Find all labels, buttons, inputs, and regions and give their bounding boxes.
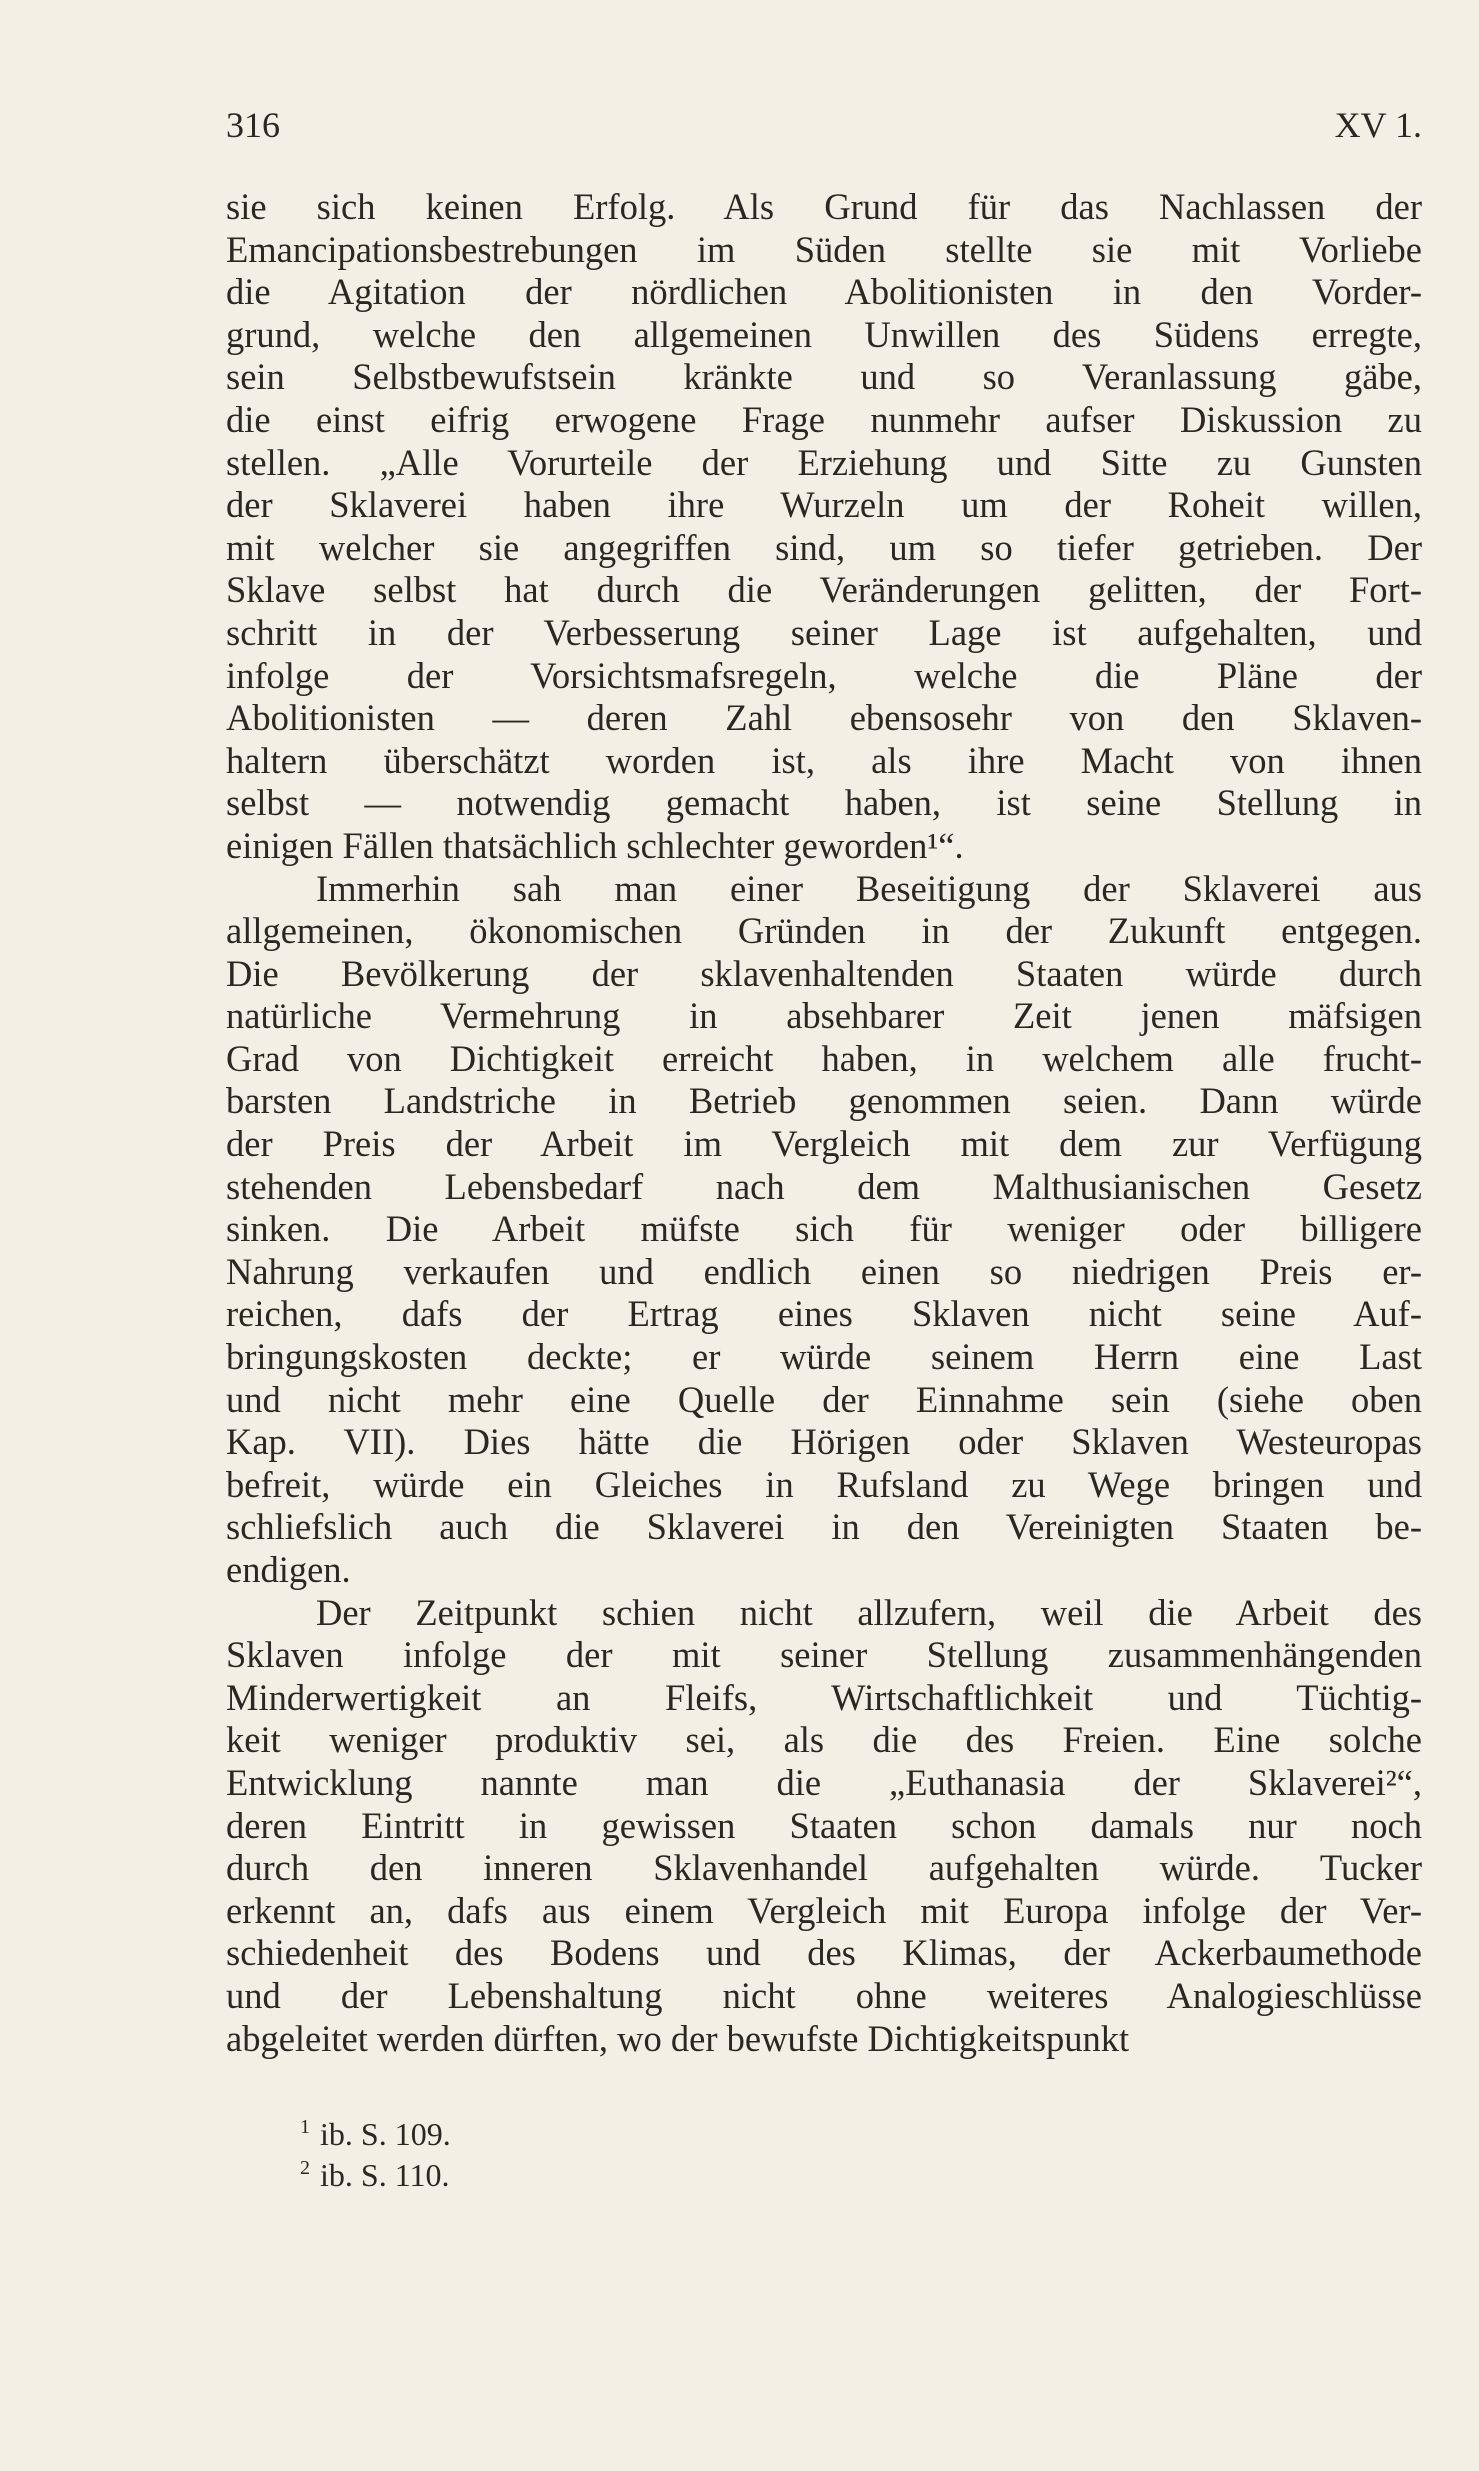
text-line: natürliche Vermehrung in absehbarer Zeit jenen mäfsigen <box>226 995 1422 1037</box>
text-line: infolge der Vorsichtsmafsregeln, welche die Pläne der <box>226 654 1422 696</box>
footnote-mark: 2 <box>300 2157 310 2179</box>
text-line: stellen. „Alle Vorurteile der Erziehung und Sitte zu Gunsten <box>226 441 1422 483</box>
text-line: deren Eintritt in gewissen Staaten schon damals nur noch <box>226 1804 1422 1846</box>
text-line: der Preis der Arbeit im Vergleich mit dem zur Verfügung <box>226 1123 1422 1165</box>
text-line: keit weniger produktiv sei, als die des Freien. Eine solche <box>226 1719 1422 1761</box>
page-header <box>226 104 1422 156</box>
text-line: Der Zeitpunkt schien nicht allzufern, weil die Arbeit des <box>316 1591 1422 1633</box>
footnote <box>300 2110 1100 2151</box>
text-line: befreit, würde ein Gleiches in Rufsland zu Wege bringen und <box>226 1463 1422 1505</box>
footnote-text: ib. S. 109. <box>320 2116 451 2152</box>
text-line: sein Selbstbewufstsein kränkte und so Veranlassung gäbe, <box>226 356 1422 398</box>
text-line: reichen, dafs der Ertrag eines Sklaven nicht seine Auf- <box>226 1293 1422 1335</box>
text-line: und der Lebenshaltung nicht ohne weiteres Analogieschlüsse <box>226 1974 1422 2016</box>
paragraph <box>226 186 1422 868</box>
text-line: selbst — notwendig gemacht haben, ist seine Stellung in <box>226 782 1422 824</box>
text-line: Nahrung verkaufen und endlich einen so niedrigen Preis er- <box>226 1250 1422 1292</box>
text-line: Entwicklung nannte man die „Euthanasia der Sklaverei²“, <box>226 1761 1422 1803</box>
text-line: durch den inneren Sklavenhandel aufgehalten würde. Tucker <box>226 1847 1422 1889</box>
paragraph <box>226 868 1422 1592</box>
text-line: mit welcher sie angegriffen sind, um so tiefer getrieben. Der <box>226 526 1422 568</box>
text-line: die einst eifrig erwogene Frage nunmehr aufser Diskussion zu <box>226 398 1422 440</box>
text-line: sie sich keinen Erfolg. Als Grund für das Nachlassen der <box>226 186 1422 227</box>
text-line: haltern überschätzt worden ist, als ihre Macht von ihnen <box>226 739 1422 781</box>
text-line: endigen. <box>226 1549 351 1590</box>
text-line: Immerhin sah man einer Beseitigung der Sklaverei aus <box>316 867 1422 909</box>
text-line: der Sklaverei haben ihre Wurzeln um der Roheit willen, <box>226 484 1422 526</box>
text-line: Kap. VII). Dies hätte die Hörigen oder Sklaven Westeuropas <box>226 1421 1422 1463</box>
footnote-text: ib. S. 110. <box>320 2157 450 2193</box>
text-line: einigen Fällen thatsächlich schlechter geworden¹“. <box>226 824 964 866</box>
footnote-mark: 1 <box>300 2116 310 2138</box>
text-line: erkennt an, dafs aus einem Vergleich mit Europa infolge der Ver- <box>226 1889 1422 1931</box>
text-line: schiedenheit des Bodens und des Klimas, der Ackerbaumethode <box>226 1932 1422 1974</box>
text-line: und nicht mehr eine Quelle der Einnahme sein (siehe oben <box>226 1378 1422 1420</box>
paragraph <box>226 1592 1422 2061</box>
text-line: grund, welche den allgemeinen Unwillen des Südens erregte, <box>226 313 1422 355</box>
footnote <box>300 2151 1100 2192</box>
text-line: Abolitionisten — deren Zahl ebensosehr von den Sklaven- <box>226 697 1422 739</box>
text-line: Emancipationsbestrebungen im Süden stellte sie mit Vorliebe <box>226 228 1422 270</box>
text-line: schritt in der Verbesserung seiner Lage ist aufgehalten, und <box>226 611 1422 653</box>
page-number: 316 <box>226 105 280 145</box>
text-line: barsten Landstriche in Betrieb genommen seien. Dann würde <box>226 1080 1422 1122</box>
text-line: schliefslich auch die Sklaverei in den Vereinigten Staaten be- <box>226 1506 1422 1548</box>
text-line: abgeleitet werden dürften, wo der bewufste Dichtigkeitspunkt <box>226 2017 1130 2059</box>
text-line: Grad von Dichtigkeit erreicht haben, in welchem alle frucht- <box>226 1037 1422 1079</box>
text-line: bringungskosten deckte; er würde seinem Herrn eine Last <box>226 1336 1422 1378</box>
text-line: allgemeinen, ökonomischen Gründen in der Zukunft entgegen. <box>226 910 1422 952</box>
text-line: Die Bevölkerung der sklavenhaltenden Staaten würde durch <box>226 952 1422 994</box>
footnotes <box>300 2110 1100 2192</box>
running-head: XV 1. <box>1334 105 1422 145</box>
text-line: stehenden Lebensbedarf nach dem Malthusianischen Gesetz <box>226 1165 1422 1207</box>
text-line: sinken. Die Arbeit müfste sich für weniger oder billigere <box>226 1208 1422 1250</box>
body-text <box>226 186 1422 2060</box>
text-line: die Agitation der nördlichen Abolitionisten in den Vorder- <box>226 271 1422 313</box>
text-line: Sklaven infolge der mit seiner Stellung zusammenhängenden <box>226 1634 1422 1676</box>
text-line: Sklave selbst hat durch die Veränderungen gelitten, der Fort- <box>226 569 1422 611</box>
text-line: Minderwertigkeit an Fleifs, Wirtschaftlichkeit und Tüchtig- <box>226 1676 1422 1718</box>
